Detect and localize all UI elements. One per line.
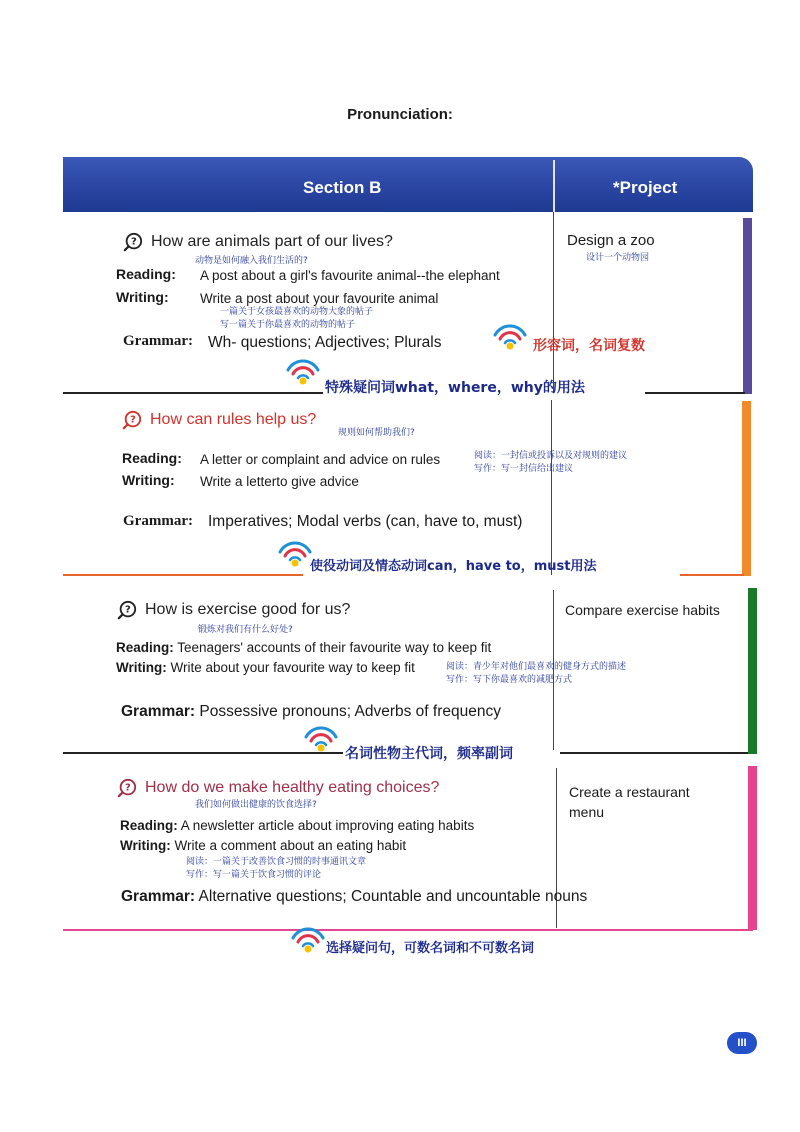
writing-text: Write a comment about an eating habit bbox=[174, 838, 407, 853]
note-line: 写一篇关于你最喜欢的动物的帖子 bbox=[220, 320, 356, 330]
question-translation: 我们如何做出健康的饮食选择? bbox=[195, 800, 317, 810]
grammar-label: Grammar: bbox=[121, 703, 196, 720]
note-line: 一篇关于女孩最喜欢的动物大象的帖子 bbox=[220, 307, 374, 317]
writing-label: Writing: bbox=[120, 838, 171, 853]
project-line: Create a restaurant bbox=[569, 784, 690, 800]
grammar-text: Alternative questions; Countable and uncountable nouns bbox=[198, 888, 588, 905]
block4-bottom-line bbox=[63, 929, 753, 931]
note-line: 阅读：一篇关于改善饮食习惯的时事通讯文章 bbox=[186, 857, 367, 867]
block3-bottom-line bbox=[560, 752, 748, 754]
chinese-notes bbox=[446, 661, 626, 687]
grammar-label: Grammar: bbox=[121, 888, 196, 905]
chinese-notes bbox=[220, 306, 373, 332]
writing-label: Writing: bbox=[122, 472, 175, 488]
project-header: *Project bbox=[613, 178, 678, 197]
note-line: 阅读：青少年对他们最喜欢的健身方式的描述 bbox=[446, 662, 627, 672]
block2-question bbox=[122, 410, 316, 430]
reading-line bbox=[116, 640, 491, 655]
reading-text: A post about a girl's favourite animal--the elephant bbox=[200, 268, 500, 283]
question-text: How do we make healthy eating choices? bbox=[145, 779, 440, 796]
writing-text: Write a letterto give advice bbox=[200, 474, 359, 489]
writing-label: Writing: bbox=[116, 660, 167, 675]
reading-label: Reading: bbox=[116, 640, 174, 655]
block1-bottom-line bbox=[63, 392, 323, 394]
block1-color-bar bbox=[743, 218, 752, 394]
question-magnifier-icon bbox=[123, 232, 143, 252]
writing-line bbox=[116, 660, 415, 675]
note-line: 写作：写一封信给出建议 bbox=[474, 464, 574, 474]
page-heading: Pronunciation: bbox=[347, 106, 453, 123]
question-translation: 动物是如何融入我们生活的? bbox=[195, 256, 308, 266]
project-translation: 设计一个动物园 bbox=[586, 253, 650, 263]
question-magnifier-icon bbox=[117, 600, 137, 620]
note-line: 写作：写下你最喜欢的减肥方式 bbox=[446, 675, 573, 685]
side-note: 形容词，名词复数 bbox=[533, 338, 645, 354]
question-magnifier-icon bbox=[117, 778, 137, 798]
block1-bottom-line bbox=[645, 392, 745, 394]
banner-divider bbox=[553, 160, 555, 212]
wifi-marker-icon bbox=[277, 537, 313, 567]
question-text: How is exercise good for us? bbox=[145, 601, 351, 618]
block3-bottom-line bbox=[63, 752, 343, 754]
section-b-header: Section B bbox=[303, 178, 382, 197]
writing-text: Write about your favourite way to keep fit bbox=[170, 660, 415, 675]
project-text bbox=[569, 782, 690, 822]
column-divider bbox=[553, 212, 554, 392]
block3-color-bar bbox=[748, 588, 757, 754]
writing-text: Write a post about your favourite animal bbox=[200, 291, 439, 306]
question-translation: 锻炼对我们有什么好处? bbox=[198, 625, 293, 635]
reading-text: Teenagers' accounts of their favourite way to keep fit bbox=[177, 640, 492, 655]
grammar-line bbox=[121, 703, 501, 721]
chinese-notes bbox=[186, 856, 366, 882]
wifi-marker-icon bbox=[492, 320, 528, 350]
reading-text: A newsletter article about improving eating habits bbox=[180, 818, 475, 833]
wifi-marker-icon bbox=[303, 722, 339, 752]
project-line: menu bbox=[569, 804, 605, 820]
grammar-text: Possessive pronouns; Adverbs of frequency bbox=[199, 703, 501, 720]
grammar-text: Imperatives; Modal verbs (can, have to, must) bbox=[208, 513, 523, 530]
reading-label: Reading: bbox=[116, 266, 176, 282]
wifi-marker-icon bbox=[285, 355, 321, 385]
block4-color-bar bbox=[748, 766, 757, 930]
question-text: How can rules help us? bbox=[150, 411, 317, 428]
note-line: 阅读：一封信或投诉以及对规则的建议 bbox=[474, 451, 628, 461]
note-line: 写作：写一篇关于饮食习惯的评论 bbox=[186, 870, 322, 880]
column-divider bbox=[551, 400, 552, 575]
bottom-note: 选择疑问句，可数名词和不可数名词 bbox=[326, 941, 535, 956]
chinese-notes bbox=[474, 450, 627, 476]
block3-question bbox=[117, 600, 350, 620]
block2-color-bar bbox=[742, 401, 751, 576]
grammar-line bbox=[121, 888, 587, 906]
grammar-text: Wh- questions; Adjectives; Plurals bbox=[208, 334, 442, 351]
block2-bottom-line bbox=[680, 574, 744, 576]
writing-label: Writing: bbox=[116, 289, 169, 305]
block2-bottom-line bbox=[63, 574, 303, 576]
bottom-note: 使役动词及情态动词can，have to，must用法 bbox=[310, 559, 597, 574]
reading-line bbox=[120, 818, 474, 833]
block1-question bbox=[123, 232, 393, 252]
project-text: Compare exercise habits bbox=[565, 602, 720, 618]
bottom-note: 特殊疑问词what，where，why的用法 bbox=[325, 380, 585, 396]
project-text: Design a zoo bbox=[567, 232, 655, 249]
bottom-note: 名词性物主代词，频率副词 bbox=[345, 746, 513, 762]
writing-line bbox=[120, 838, 406, 853]
reading-text: A letter or complaint and advice on rules bbox=[200, 452, 441, 467]
page-number: III bbox=[727, 1032, 757, 1054]
question-translation: 规则如何帮助我们? bbox=[338, 428, 415, 438]
question-text: How are animals part of our lives? bbox=[151, 233, 393, 250]
reading-label: Reading: bbox=[122, 450, 182, 466]
grammar-label: Grammar: bbox=[123, 513, 193, 529]
reading-label: Reading: bbox=[120, 818, 178, 833]
block4-question bbox=[117, 778, 439, 798]
question-magnifier-icon bbox=[122, 410, 142, 430]
wifi-marker-icon bbox=[290, 923, 326, 953]
grammar-label: Grammar: bbox=[123, 333, 193, 349]
